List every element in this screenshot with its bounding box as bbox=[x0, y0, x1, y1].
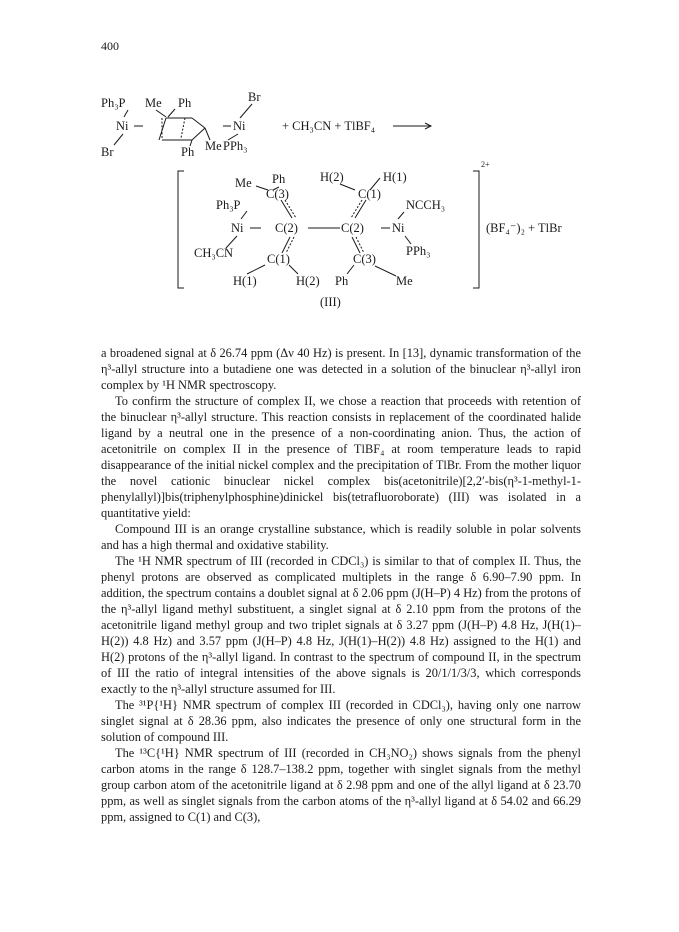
atom-ph: Ph bbox=[181, 145, 195, 159]
atom-c2: C(2) bbox=[341, 221, 364, 235]
atom-ni: Ni bbox=[392, 221, 405, 235]
paragraph: The ¹H NMR spectrum of III (recorded in CDCl₃) is similar to that of complex II. Thus, the phenyl protons are observed as complicated multiplets in the range δ 6.90–7.90 ppm. In addition, the spectrum contains a doublet signal at δ 2.06 ppm (J(H–P) 4 Hz) from the protons of the η³-allyl ligand methyl substituent, a singlet signal at δ 2.10 ppm from the protons of the acetonitrile ligand methyl group and two triplet signals at δ 3.27 ppm (J(H–P) 4.8 Hz, J(H(1)–H(2)) 4.8 Hz) and 3.57 ppm (J(H–P) 4.8 Hz, J(H(1)–H(2)) 4.8 Hz) assigned to the H(1) and H(2) protons of the η³-allyl ligand. In contrast to the spectrum of compound II, in the spectrum of III the ratio of integral intensities of the above signals is 20/1/1/3/3, which corresponds exactly to the η³-allyl structure assumed for III. bbox=[101, 554, 581, 696]
atom-c1: C(1) bbox=[267, 252, 290, 266]
atom-h2: H(2) bbox=[296, 274, 320, 288]
article-body bbox=[101, 345, 581, 825]
reaction-arrow bbox=[393, 123, 431, 129]
atom-h2: H(2) bbox=[320, 170, 344, 184]
atom-c1: C(1) bbox=[358, 187, 381, 201]
counter-ions: (BF₄⁻)₂ + TlBr bbox=[486, 221, 562, 235]
atom-br: Br bbox=[248, 90, 261, 104]
atom-ph: Ph bbox=[178, 96, 192, 110]
atom-c2: C(2) bbox=[275, 221, 298, 235]
reaction-scheme bbox=[0, 0, 679, 330]
atom-c3: C(3) bbox=[266, 187, 289, 201]
atom-h1: H(1) bbox=[383, 170, 407, 184]
atom-ncch3: NCCH₃ bbox=[406, 198, 446, 212]
paragraph: a broadened signal at δ 26.74 ppm (Δν 40 Hz) is present. In [13], dynamic transformation of the η³-allyl structure into a butadiene one was detected in a solution of the binuclear η³-allyl iron complex by ¹H NMR spectroscopy. bbox=[101, 346, 581, 392]
atom-ph3p: Ph₃P bbox=[216, 198, 241, 212]
atom-ni: Ni bbox=[231, 221, 244, 235]
paragraph: The ³¹P{¹H} NMR spectrum of complex III (recorded in CDCl₃), having only one narrow singlet signal at δ 28.36 ppm, also indicates the presence of only one structural form in the solution of compound III. bbox=[101, 698, 581, 744]
compound-label: (III) bbox=[320, 295, 341, 309]
atom-ni: Ni bbox=[233, 119, 246, 133]
page-number: 400 bbox=[101, 39, 119, 53]
product-complex bbox=[178, 160, 562, 288]
atom-c3: C(3) bbox=[353, 252, 376, 266]
atom-me: Me bbox=[145, 96, 162, 110]
reaction-reagents: + CH₃CN + TlBF₄ bbox=[282, 119, 376, 133]
paragraph: Compound III is an orange crystalline substance, which is readily soluble in polar solvents and has a high thermal and oxidative stability. bbox=[101, 522, 581, 552]
atom-ch3cn: CH₃CN bbox=[194, 246, 234, 260]
reactant-complex bbox=[101, 90, 261, 159]
atom-br: Br bbox=[101, 145, 114, 159]
paragraph: To confirm the structure of complex II, we chose a reaction that proceeds with retention of the binuclear η³-allyl structure. This reaction consists in replacement of the coordinated halide ligand by a neutral one in the presence of a non-coordinating anion. Thus, the action of acetonitrile on complex II in the presence of TlBF₄ at room temperature leads to rapid disappearance of the initial nickel complex and the precipitation of TlBr. From the mother liquor the novel cationic binuclear nickel complex bis(acetonitrile)[2,2′-bis(η³-1-methyl-1-phenylallyl)]bis(triphenylphosphine)dinickel bis(tetrafluoroborate) (III) was isolated in a quantitative yield: bbox=[101, 394, 581, 520]
atom-me: Me bbox=[396, 274, 413, 288]
complex-charge: 2+ bbox=[481, 160, 490, 169]
atom-ph: Ph bbox=[272, 172, 286, 186]
atom-ni: Ni bbox=[116, 119, 129, 133]
atom-ph3p: Ph₃P bbox=[101, 96, 126, 110]
atom-me: Me bbox=[205, 139, 222, 153]
atom-pph3: PPh₃ bbox=[223, 139, 248, 153]
atom-h1: H(1) bbox=[233, 274, 257, 288]
atom-pph3: PPh₃ bbox=[406, 244, 431, 258]
paragraph: The ¹³C{¹H} NMR spectrum of III (recorded in CH₃NO₂) shows signals from the phenyl carbon atoms in the range δ 128.7–138.2 ppm, together with singlet signals from the methyl group carbon atom of the acetonitrile ligand at δ 2.98 ppm and one of the allyl ligand at δ 23.70 ppm, as well as singlet signals from the carbon atoms of the η³-allyl ligand at δ 54.02 and 66.29 ppm, assigned to C(1) and C(3), bbox=[101, 746, 581, 824]
atom-me: Me bbox=[235, 176, 252, 190]
atom-ph: Ph bbox=[335, 274, 349, 288]
